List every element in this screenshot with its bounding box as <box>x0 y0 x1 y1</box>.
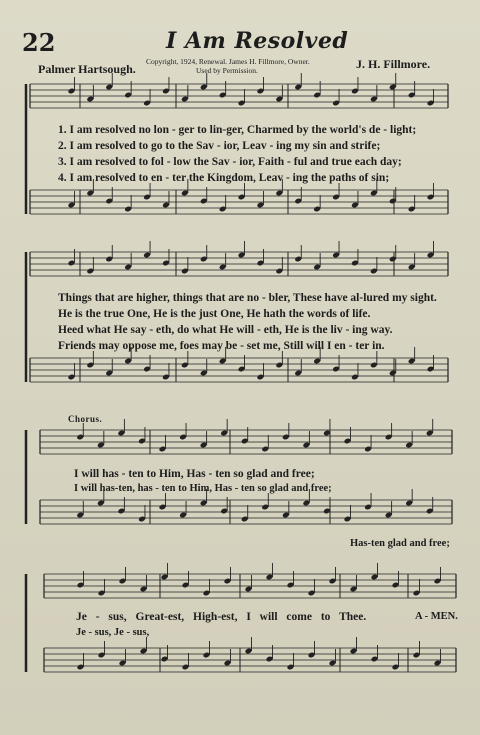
verse-1-line-2: Things that are higher, things that are no - bler, These have al-lured my sight. <box>58 292 437 304</box>
copyright-line-2: Used by Permission. <box>196 65 258 75</box>
final-line-1: Je - sus, Great-est, High-est, I will come to Thee. <box>76 611 367 623</box>
hymn-title: I Am Resolved <box>166 28 349 54</box>
chorus-line-1: I will has - ten to Him, Has - ten so glad and free; <box>74 468 315 480</box>
verse-2-line-1: 2. I am resolved to go to the Sav - ior, Leav - ing my sin and strife; <box>58 140 381 152</box>
verse-3-line-1: 3. I am resolved to fol - low the Sav - ior, Faith - ful and true each day; <box>58 156 402 168</box>
composer-credit: J. H. Fillmore. <box>356 57 431 71</box>
chorus-line-2: I will has-ten, has - ten to Him, Has - ten so glad and free; <box>74 483 332 494</box>
hymn-number: 22 <box>22 28 56 57</box>
chorus-bass-line: Has-ten glad and free; <box>350 538 450 549</box>
copyright-line-1: Copyright, 1924, Renewal. James H. Fillmore, Owner. <box>146 57 310 66</box>
amen: A - MEN. <box>415 611 458 622</box>
chorus-label: Chorus. <box>68 414 103 424</box>
final-line-2: Je - sus, Je - sus, <box>76 627 150 638</box>
verse-3-line-2: Heed what He say - eth, do what He will - eth, He is the liv - ing way. <box>58 324 393 336</box>
verse-2-line-2: He is the true One, He is the just One, He hath the words of life. <box>58 308 371 320</box>
verse-4-line-1: 4. I am resolved to en - ter the Kingdom, Leav - ing the paths of sin; <box>58 172 390 184</box>
verse-1-line-1: 1. I am resolved no lon - ger to lin-ger, Charmed by the world's de - light; <box>58 124 417 136</box>
lyricist-credit: Palmer Hartsough. <box>38 62 136 76</box>
verse-4-line-2: Friends may oppose me, foes may be - set me, Still will I en - ter in. <box>58 340 385 352</box>
